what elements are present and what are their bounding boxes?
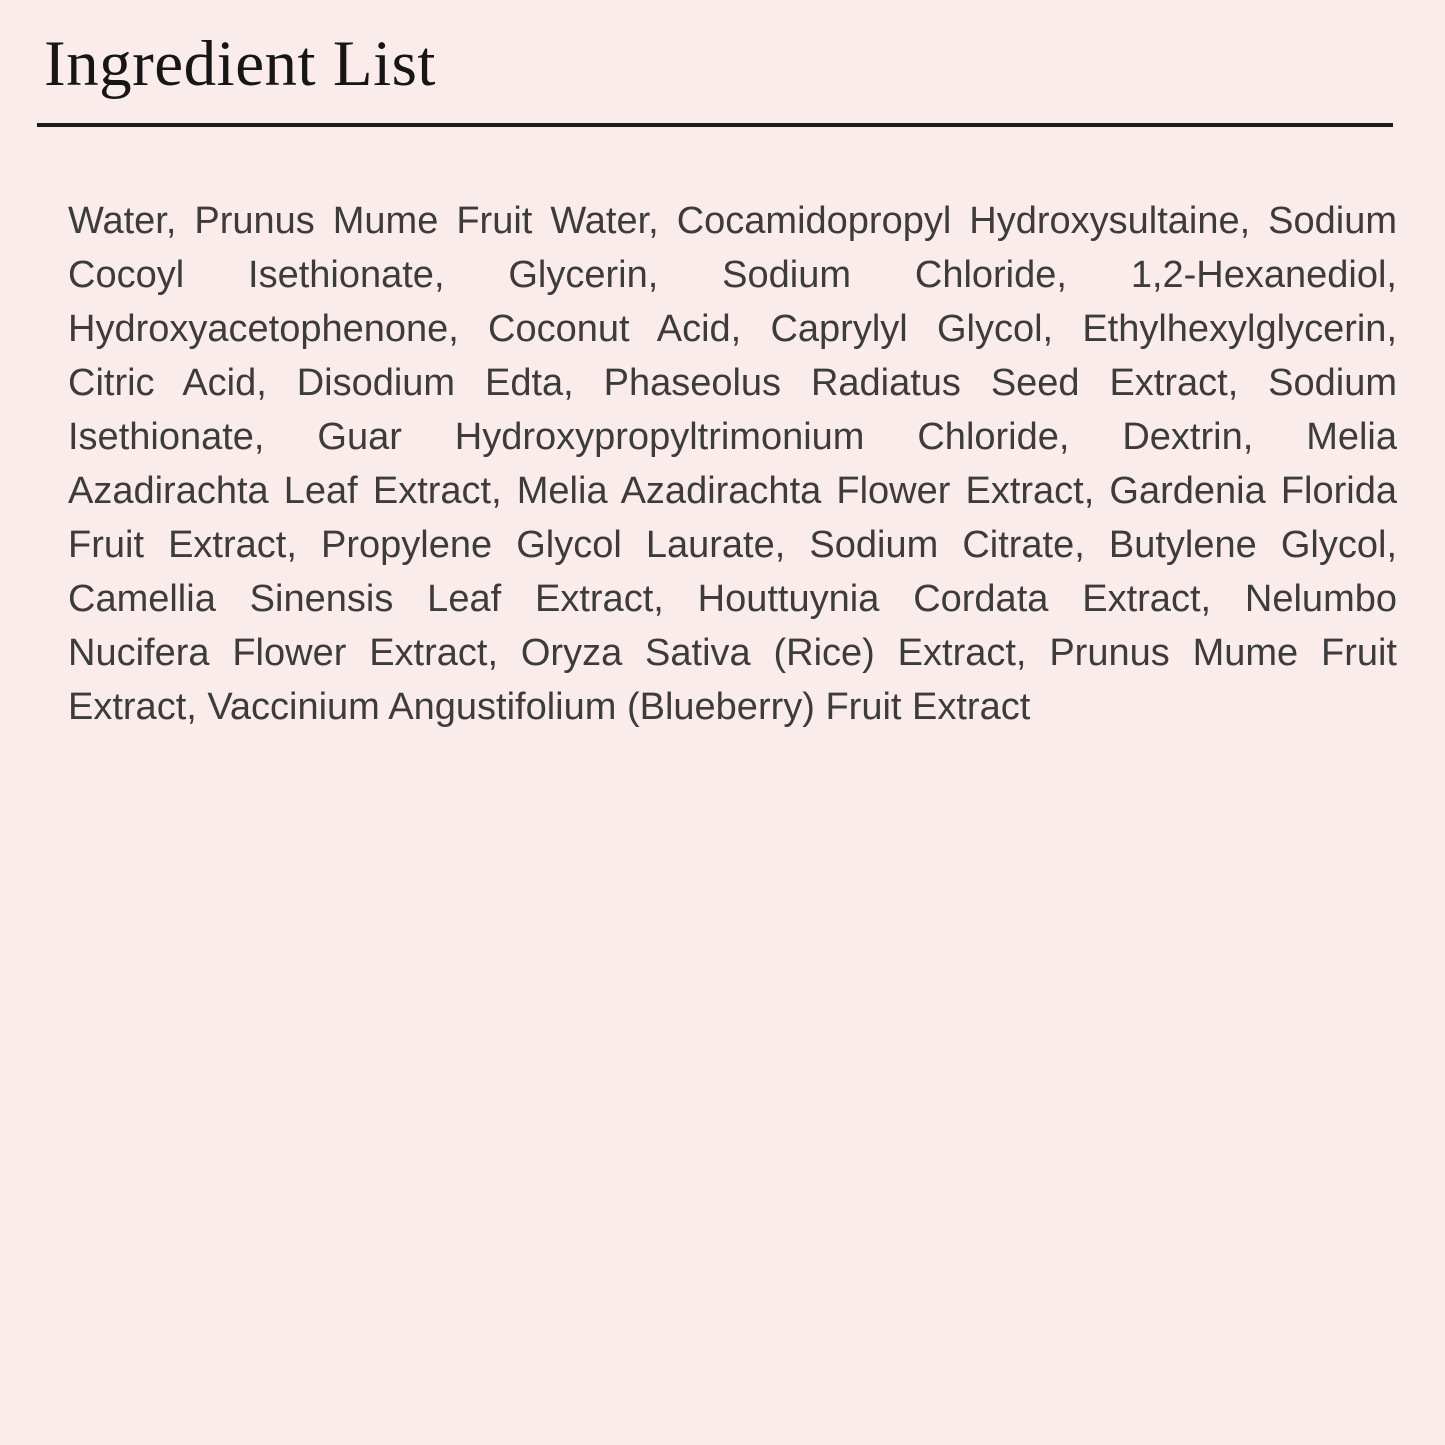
ingredient-line: Fruit Extract, Propylene Glycol Laurate, Sodium Citrate, Butylene Glycol, (68, 524, 1397, 566)
ingredient-line: Hydroxyacetophenone, Coconut Acid, Caprylyl Glycol, Ethylhexylglycerin, (68, 308, 1397, 350)
title-divider (37, 123, 1393, 127)
ingredient-line: Cocoyl Isethionate, Glycerin, Sodium Chloride, 1,2-Hexanediol, (68, 254, 1397, 296)
ingredient-line: Camellia Sinensis Leaf Extract, Houttuynia Cordata Extract, Nelumbo (68, 578, 1397, 620)
ingredient-line: Isethionate, Guar Hydroxypropyltrimonium Chloride, Dextrin, Melia (68, 416, 1397, 458)
ingredient-line: Azadirachta Leaf Extract, Melia Azadirachta Flower Extract, Gardenia Florida (68, 470, 1397, 512)
ingredient-line: Water, Prunus Mume Fruit Water, Cocamidopropyl Hydroxysultaine, Sodium (68, 200, 1397, 242)
ingredient-line: Extract, Vaccinium Angustifolium (Blueberry) Fruit Extract (68, 686, 1031, 728)
ingredient-line: Nucifera Flower Extract, Oryza Sativa (Rice) Extract, Prunus Mume Fruit (68, 632, 1397, 674)
page-title: Ingredient List (44, 28, 436, 100)
ingredient-line: Citric Acid, Disodium Edta, Phaseolus Radiatus Seed Extract, Sodium (68, 362, 1397, 404)
ingredient-paragraph (68, 194, 1397, 734)
